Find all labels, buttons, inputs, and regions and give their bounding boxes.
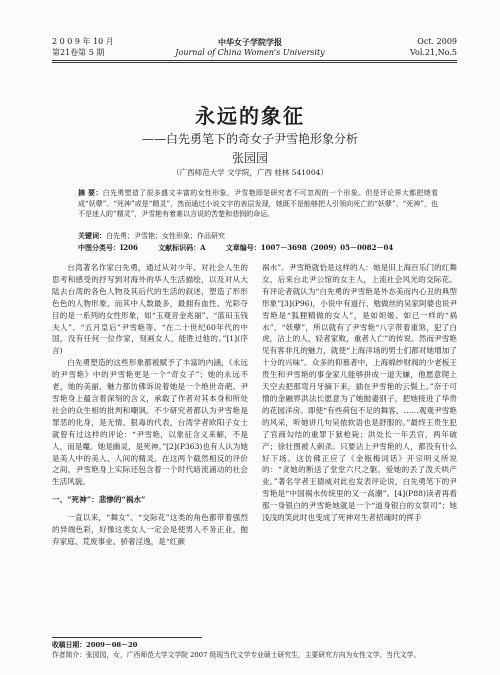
article-author: 张园园 <box>231 151 268 165</box>
header-date-cn: 2 0 0 9 年 10 月 <box>52 37 114 46</box>
left-paragraph-1: 台湾著名作家白先勇，通过从对少年、对社会人生的思考和感受的抒写到对海外的华人生活描绘，以及对从大陆去台湾的各色人物及其后代的生活的叙述，塑造了形形色色的人物形象，而其中人数最多，最拥有血性、光彩夺目的是一系列的女性形象，如“玉观音金兆丽”、“蓝田玉钱夫人”、“五月皇后”尹雪艳等。“在二十世纪60年代的中国，没有任何一位作家，刻画女人，能胜过他的。”[1](序言) <box>52 263 248 356</box>
header-journal-cn: 中华女子学院学报 <box>218 37 282 47</box>
header-date-en: Oct. 2009 <box>417 37 457 46</box>
footnote-bio: 作者简介：张园园，女，广西师范大学文学院 2007 级现当代文学专业硕士研究生，主要研究方向为女性文学、当代文学。 <box>52 651 421 659</box>
abstract-text: 白先勇塑造了很多盛文丰富的女性形象，尹雪艳即是研究者不可忽视的一个形象。但是评论界大都把她看成“妖孽”、“死神”或是“精灵”，然而通过小说文字的表层发现，她既不是能够把人引领向死亡的“妖孽”、“死神”，也不是迷人的“精灵”，尹雪艳有着难以言说的苦楚和悲悯的命运。 <box>78 189 439 218</box>
right-paragraph-1: 祸水”。尹雪艳就恰是这样的人：她是旧上海百乐门的红舞女，后来台北尹公馆的女主人，上流社会风光的交际花。有评论者就认为“白先勇的尹雪艳是外态美而内心丑的典型形象”[3](P96)，小说中有道行、勉做丝的吴家阿婆也说尹雪艳是“狐狸精做的女人”，是如妲姬、如已一样的“祸水”、“妖孽”，所以就有了尹雪艳“八字带着重煞，犯了白虎，沾上的人，轻者家败，重者人亡”的传说。然而尹雪艳见有客非凡的魅力，就使“上海洋场的男士们都对她增加了十分的兴味”。众多的仰慕者中，上海棉纱财阀的少老板王贵生和尹雪艳的事金家儿能够拼成一道天嫌，他愿意爬上天空去把那弯月牙摘下来，插在尹雪艳的云鬓上。”奈于可憎的金融界洪法长愿意为了她抛妻别子，把她接进了华贵的花园洋房。即使“有些荷包不足的舞客，……观观尹雪艳的风采，听她讲几句吴侬软语也是舒服的。”最终王贵生犯了官商勾结的重罪下狱枪毙；洪处长一年丢官，两年破产；徐壮图被人刺杀。只要沾上尹雪艳的人，都没有什么好下场。这仿佛正应了《金瓶梅词话》开宗明义所说的：“贪她的断送了堂堂六尺之躯，爱她的丢了泼天哄产业。”著名学者王德威对此也发表评论说，白先勇笔下的尹雪艳是“中国祸水传统里的又一高潮”。[4](P88)读者再看那一身银白的尹雪艳她就是一个“道身银白的女祭司”；她浅浅的笑此时也变成了死神对生者招魂时的挥手 <box>262 263 457 523</box>
keywords-text: 白先勇；尹雪艳；女性形象；作品研究 <box>106 232 225 240</box>
article-title: 永远的象征 <box>195 104 305 128</box>
keywords <box>78 231 438 241</box>
article-meta <box>78 243 458 253</box>
header-issue-cn: 第21卷第 5 期 <box>52 48 105 57</box>
abstract <box>78 188 438 220</box>
clc-number: 中图分类号：I206 <box>78 243 138 252</box>
document-code: 文献标识码：A <box>158 243 206 252</box>
abstract-label: 摘 要： <box>78 188 103 197</box>
article-subtitle: ——白先勇笔下的奇女子尹雪艳形象分析 <box>141 132 358 146</box>
right-column <box>262 262 457 524</box>
header-rule <box>52 60 457 61</box>
header-volume-en: Vol.21,No.5 <box>410 48 457 57</box>
header-journal-en: Journal of China Women's University <box>175 48 325 57</box>
article-id: 文章编号：1007－3698（2009）05－0082－04 <box>225 243 394 252</box>
left-column <box>52 262 248 548</box>
section-heading: 一、“死神”：悲惨的“祸水” <box>52 495 146 505</box>
footnote <box>52 640 457 660</box>
left-paragraph-2: 白先勇塑造的这些形象都被赋予了丰富的内涵，《永远的尹雪艳》中的尹雪艳更是一个“奇女子”；她的永远不老，她的美丽、魅力都仿佛诉说着她是一个绝世奇葩。尹雪艳身上蕴含着深刻的含义，承载了作者对其本身和所处社会的众生相的批判和嘲讽。不少研究者都认为尹雪艳是罪恶的化身，是无情、狠毒的代表，台湾学者欧阳子女士就曾有过这样的评论：“尹雪艳，以象征含义来解，不是人，而是魔。她是幽灵，是死神。”[2](P363)也有人认为她是美人中的美人、人间的精灵。在这两个截然相反的评价之间，尹雪艳身上实际还包含着一个时代暗流涌动的社会生活风貌。 <box>52 358 248 487</box>
footnote-rule <box>52 637 202 638</box>
left-paragraph-3: 一直以来，“舞女”、“交际花”这类的角色都带着强烈的异端色彩，好像这类女人一定会是使男人不务正业、抛弃家庭、荒废事业、骄奢淫逸，是“红颜 <box>52 513 248 546</box>
header-rule-thin <box>52 62 457 63</box>
keywords-label: 关键词： <box>78 231 106 240</box>
article-affiliation: （广西师范大学 文学院，广西 桂林 541004） <box>172 168 328 177</box>
footnote-received: 收稿日期：2009－08－20 <box>52 641 138 649</box>
